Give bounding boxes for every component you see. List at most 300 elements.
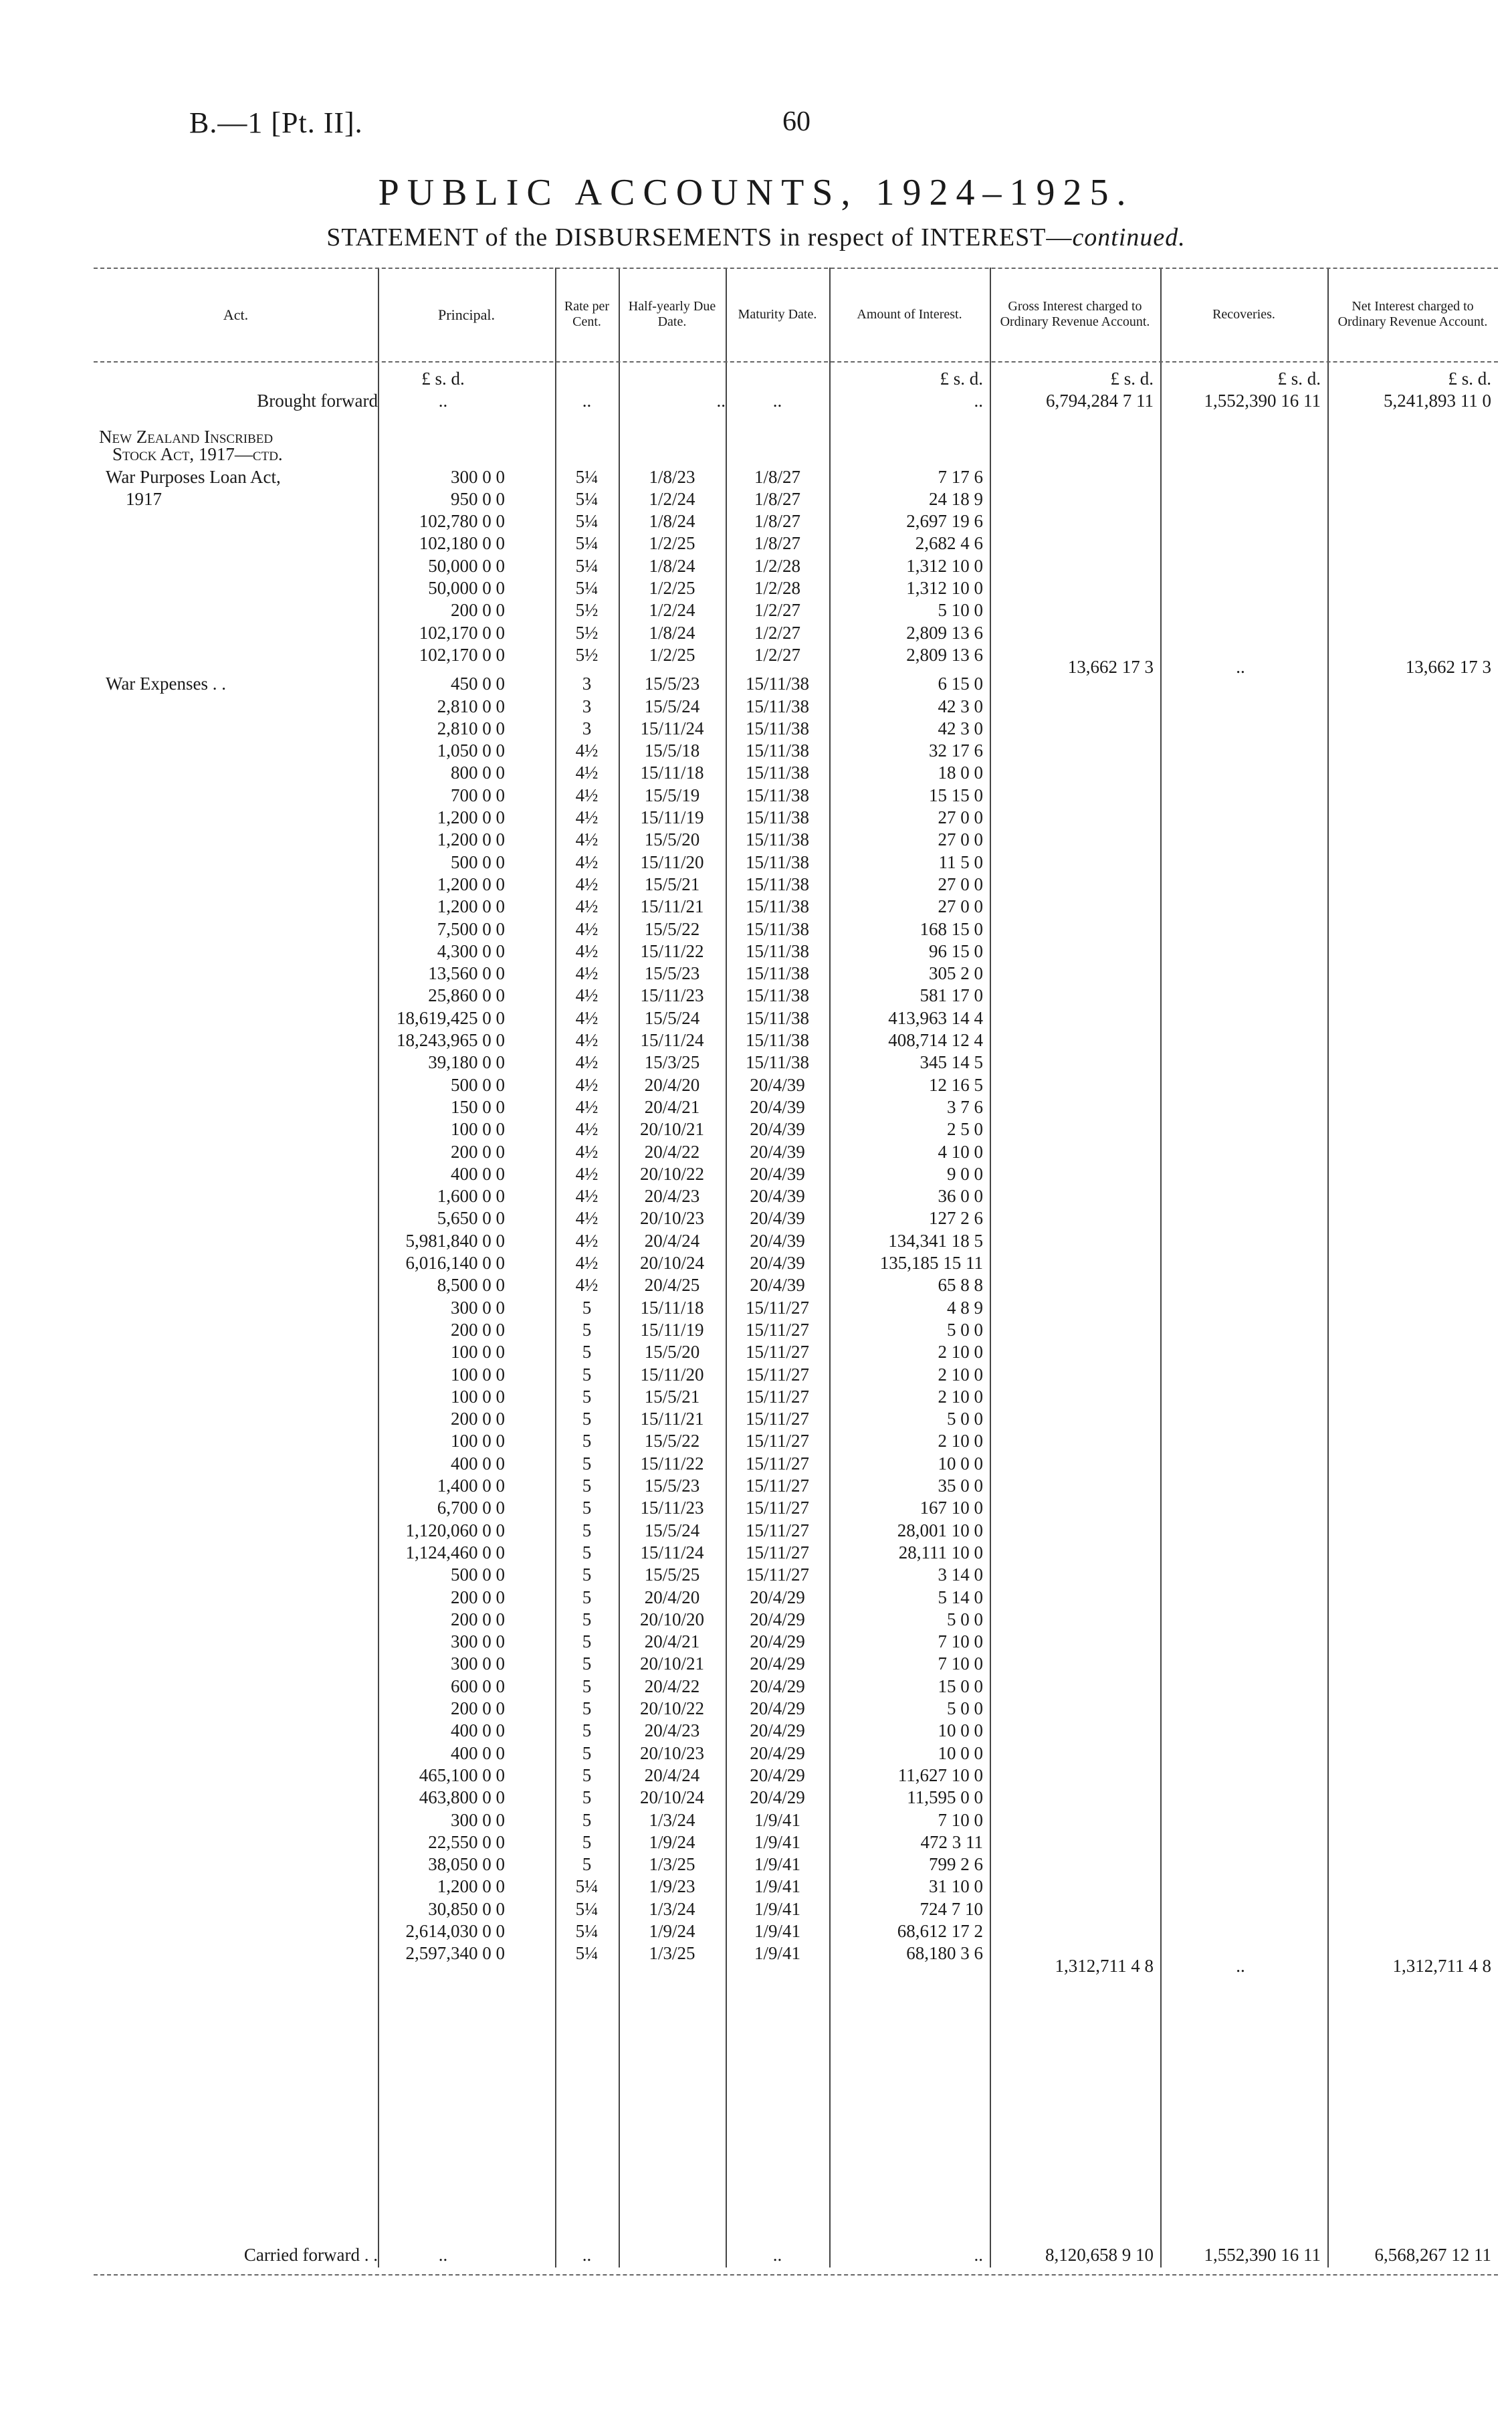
principal-cell: 1,120,060 0 0	[405, 1520, 505, 1540]
table-row	[94, 488, 1498, 510]
amount-cell: 28,111 10 0	[898, 1542, 983, 1562]
half-yearly-cell: 20/10/23	[639, 1742, 704, 1763]
half-yearly-cell: 20/4/23	[644, 1720, 700, 1741]
table-row	[94, 1609, 1498, 1631]
amount-cell: 10 0 0	[938, 1453, 983, 1474]
column-header-gross: Gross Interest charged to Ordinary Revenue Account.	[1000, 299, 1150, 329]
dots: ..	[582, 391, 592, 411]
principal-cell: 800 0 0	[451, 763, 505, 783]
maturity-cell: 1/9/41	[754, 1854, 800, 1875]
half-yearly-cell: 1/2/25	[649, 533, 695, 554]
maturity-cell: 20/4/39	[750, 1141, 805, 1162]
table-row	[94, 1051, 1498, 1074]
table-row	[94, 1230, 1498, 1252]
principal-cell: 500 0 0	[451, 1565, 505, 1585]
amount-cell: 68,612 17 2	[897, 1921, 983, 1941]
subtitle-main: STATEMENT of the DISBURSEMENTS in respect of INTEREST—	[326, 223, 1073, 251]
amount-cell: 2 5 0	[947, 1119, 983, 1140]
rate-cell: 5	[582, 1364, 592, 1385]
half-yearly-cell: 15/5/19	[644, 785, 700, 805]
table-row	[94, 1920, 1498, 1942]
maturity-cell: 20/4/39	[750, 1163, 805, 1184]
maturity-cell: 15/11/27	[745, 1498, 809, 1518]
rate-cell: 4½	[575, 1230, 599, 1251]
carried-forward-net: 6,568,267 12 11	[1374, 2245, 1491, 2265]
half-yearly-cell: 1/3/25	[649, 1854, 695, 1875]
maturity-cell: 20/4/29	[750, 1742, 805, 1763]
maturity-cell: 15/11/27	[745, 1565, 809, 1585]
maturity-cell: 15/11/27	[745, 1520, 809, 1540]
table-row	[94, 1029, 1498, 1051]
dots: ..	[582, 2245, 592, 2265]
principal-cell: 500 0 0	[451, 1074, 505, 1095]
half-yearly-cell: 20/4/22	[644, 1141, 700, 1162]
gross-units: £ s. d.	[1110, 369, 1154, 389]
header-rule	[94, 361, 1498, 363]
brought-forward-net: 5,241,893 11 0	[1384, 391, 1491, 411]
rate-cell: 5¼	[575, 1921, 599, 1941]
principal-cell: 1,124,460 0 0	[405, 1542, 505, 1562]
rate-cell: 5	[582, 1476, 592, 1496]
table-row	[94, 673, 1498, 695]
maturity-cell: 15/11/38	[745, 1007, 809, 1028]
maturity-cell: 20/4/39	[750, 1186, 805, 1207]
half-yearly-cell: 15/5/24	[644, 696, 700, 716]
principal-cell: 38,050 0 0	[428, 1854, 505, 1875]
half-yearly-cell: 15/5/23	[644, 1476, 700, 1496]
rate-cell: 5	[582, 1587, 592, 1607]
report-reference: B.—1 [Pt. II].	[189, 106, 363, 139]
maturity-cell: 15/11/27	[745, 1319, 809, 1340]
maturity-cell: 1/8/27	[754, 488, 800, 509]
maturity-cell: 20/4/29	[750, 1720, 805, 1741]
amount-cell: 135,185 15 11	[879, 1253, 983, 1273]
half-yearly-cell: 20/4/23	[644, 1186, 700, 1207]
column-header-net: Net Interest charged to Ordinary Revenue Account.	[1337, 299, 1488, 329]
rate-cell: 5¼	[575, 533, 599, 554]
principal-cell: 50,000 0 0	[428, 578, 505, 599]
rate-cell: 5	[582, 1698, 592, 1718]
maturity-cell: 1/2/27	[754, 622, 800, 643]
rate-cell: 5	[582, 1742, 592, 1763]
rate-cell: 5½	[575, 622, 599, 643]
rate-cell: 5	[582, 1498, 592, 1518]
amount-cell: 2,682 4 6	[915, 533, 983, 554]
amount-cell: 305 2 0	[929, 963, 983, 984]
table-row	[94, 1653, 1498, 1675]
half-yearly-cell: 1/3/24	[649, 1809, 695, 1830]
maturity-cell: 1/2/28	[754, 555, 800, 576]
maturity-cell: 20/4/39	[750, 1230, 805, 1251]
table-row	[94, 1163, 1498, 1185]
column-header-rate: Rate per Cent.	[564, 299, 610, 329]
maturity-cell: 20/4/39	[750, 1074, 805, 1095]
amount-cell: 345 14 5	[920, 1052, 983, 1073]
amount-cell: 5 14 0	[938, 1587, 983, 1607]
rate-cell: 5	[582, 1854, 592, 1875]
principal-cell: 200 0 0	[451, 1319, 505, 1340]
table-row	[94, 1007, 1498, 1029]
half-yearly-cell: 20/10/21	[639, 1653, 704, 1674]
principal-cell: 1,200 0 0	[437, 829, 505, 850]
table-row	[94, 1809, 1498, 1831]
principal-cell: 300 0 0	[451, 1653, 505, 1674]
amount-cell: 5 0 0	[947, 1698, 983, 1718]
rate-cell: 5¼	[575, 466, 599, 487]
amount-cell: 4 10 0	[938, 1141, 983, 1162]
dots: ..	[716, 391, 726, 411]
rate-cell: 4½	[575, 918, 599, 939]
rate-cell: 3	[582, 718, 592, 738]
principal-cell: 400 0 0	[451, 1742, 505, 1763]
amount-cell: 2,809 13 6	[906, 622, 983, 643]
brought-forward-row	[94, 390, 1498, 412]
dots: ..	[438, 391, 448, 411]
amount-cell: 724 7 10	[920, 1898, 983, 1919]
maturity-cell: 15/11/27	[745, 1476, 809, 1496]
group-total-net: 13,662 17 3	[1405, 657, 1491, 678]
half-yearly-cell: 1/3/25	[649, 1943, 695, 1964]
rate-cell: 5½	[575, 644, 599, 665]
half-yearly-cell: 15/11/20	[640, 851, 704, 872]
maturity-cell: 20/4/39	[750, 1275, 805, 1296]
table-row	[94, 696, 1498, 718]
amount-cell: 5 0 0	[947, 1609, 983, 1629]
amount-cell: 18 0 0	[938, 763, 983, 783]
table-row	[94, 1430, 1498, 1452]
amount-cell: 12 16 5	[929, 1074, 983, 1095]
table-row	[94, 1542, 1498, 1564]
amount-cell: 3 7 6	[947, 1096, 983, 1117]
rate-cell: 4½	[575, 1253, 599, 1273]
amount-cell: 27 0 0	[938, 896, 983, 917]
table-row	[94, 1074, 1498, 1096]
principal-cell: 1,200 0 0	[437, 874, 505, 894]
half-yearly-cell: 15/11/22	[640, 940, 704, 961]
rate-cell: 4½	[575, 1275, 599, 1296]
half-yearly-cell: 15/5/24	[644, 1007, 700, 1028]
amount-cell: 2 10 0	[938, 1364, 983, 1385]
half-yearly-cell: 15/5/24	[644, 1520, 700, 1540]
half-yearly-cell: 20/4/20	[644, 1587, 700, 1607]
principal-cell: 1,200 0 0	[437, 896, 505, 917]
amount-cell: 15 15 0	[929, 785, 983, 805]
principal-cell: 100 0 0	[451, 1386, 505, 1407]
maturity-cell: 20/4/39	[750, 1119, 805, 1140]
maturity-cell: 15/11/27	[745, 1542, 809, 1562]
maturity-cell: 15/11/38	[745, 763, 809, 783]
principal-cell: 100 0 0	[451, 1364, 505, 1385]
table-row	[94, 1698, 1498, 1720]
group-label: War Purposes Loan Act,	[106, 466, 281, 487]
half-yearly-cell: 20/10/20	[639, 1609, 704, 1629]
page-number: 60	[782, 106, 811, 137]
amount-cell: 6 15 0	[938, 674, 983, 694]
maturity-cell: 15/11/38	[745, 807, 809, 827]
maturity-cell: 15/11/38	[745, 829, 809, 850]
half-yearly-cell: 1/9/24	[649, 1831, 695, 1852]
principal-cell: 400 0 0	[451, 1453, 505, 1474]
table-row	[94, 807, 1498, 829]
maturity-cell: 15/11/27	[745, 1386, 809, 1407]
principal-cell: 1,200 0 0	[437, 807, 505, 827]
principal-cell: 200 0 0	[451, 1609, 505, 1629]
principal-cell: 300 0 0	[451, 1297, 505, 1318]
amount-cell: 7 10 0	[938, 1809, 983, 1830]
half-yearly-cell: 15/11/23	[640, 1498, 704, 1518]
table-row	[94, 1141, 1498, 1163]
table-row	[94, 851, 1498, 874]
table-row	[94, 1564, 1498, 1586]
amount-cell: 27 0 0	[938, 829, 983, 850]
maturity-cell: 1/9/41	[754, 1876, 800, 1897]
table-row	[94, 785, 1498, 807]
amount-cell: 65 8 8	[938, 1275, 983, 1296]
amount-cell: 10 0 0	[938, 1720, 983, 1741]
rate-cell: 5	[582, 1831, 592, 1852]
maturity-cell: 20/4/29	[750, 1631, 805, 1652]
group-total-gross: 13,662 17 3	[1067, 657, 1154, 678]
half-yearly-cell: 15/11/22	[640, 1453, 704, 1474]
principal-cell: 150 0 0	[451, 1096, 505, 1117]
principal-cell: 39,180 0 0	[428, 1052, 505, 1073]
maturity-cell: 1/2/27	[754, 644, 800, 665]
principal-cell: 200 0 0	[451, 600, 505, 621]
maturity-cell: 1/2/28	[754, 578, 800, 599]
principal-cell: 102,180 0 0	[419, 533, 505, 554]
rate-cell: 5	[582, 1764, 592, 1785]
group-total-gross: 1,312,711 4 8	[1055, 1955, 1154, 1976]
half-yearly-cell: 20/4/22	[644, 1676, 700, 1696]
rate-cell: 4½	[575, 1074, 599, 1095]
group-total-row	[94, 1955, 1498, 1977]
table-row	[94, 874, 1498, 896]
table-row	[94, 1787, 1498, 1809]
half-yearly-cell: 15/5/20	[644, 1342, 700, 1363]
principal-cell: 50,000 0 0	[428, 555, 505, 576]
table-row	[94, 1185, 1498, 1207]
interest-ledger-table	[94, 268, 1498, 2381]
table-row	[94, 940, 1498, 963]
half-yearly-cell: 15/11/19	[640, 807, 704, 827]
column-header-half-yearly: Half-yearly Due Date.	[628, 299, 716, 329]
half-yearly-cell: 15/11/23	[640, 985, 704, 1006]
group-label: War Expenses . .	[106, 674, 227, 694]
maturity-cell: 15/11/38	[745, 718, 809, 738]
column-header-amount: Amount of Interest.	[857, 306, 962, 322]
amount-cell: 31 10 0	[929, 1876, 983, 1897]
maturity-cell: 1/9/41	[754, 1898, 800, 1919]
half-yearly-cell: 20/10/22	[639, 1698, 704, 1718]
column-header-recoveries: Recoveries.	[1212, 306, 1275, 322]
rate-cell: 5½	[575, 600, 599, 621]
half-yearly-cell: 15/11/24	[640, 1542, 704, 1562]
principal-cell: 1,600 0 0	[437, 1186, 505, 1207]
group-total-net: 1,312,711 4 8	[1392, 1955, 1491, 1976]
principal-cell: 102,780 0 0	[419, 511, 505, 532]
maturity-cell: 20/4/29	[750, 1587, 805, 1607]
rate-cell: 5¼	[575, 488, 599, 509]
table-row	[94, 510, 1498, 532]
table-row	[94, 985, 1498, 1007]
column-header-principal: Principal.	[438, 306, 495, 323]
principal-cell: 600 0 0	[451, 1676, 505, 1696]
half-yearly-cell: 15/3/25	[644, 1052, 700, 1073]
amount-cell: 27 0 0	[938, 874, 983, 894]
principal-cell: 25,860 0 0	[428, 985, 505, 1006]
amount-units: £ s. d.	[940, 369, 983, 389]
maturity-cell: 15/11/38	[745, 1030, 809, 1050]
principal-cell: 200 0 0	[451, 1141, 505, 1162]
carried-forward-row	[94, 2244, 1498, 2266]
dots: ..	[974, 2245, 983, 2265]
half-yearly-cell: 1/2/25	[649, 578, 695, 599]
principal-cell: 1,050 0 0	[437, 740, 505, 761]
principal-cell: 5,650 0 0	[437, 1208, 505, 1229]
half-yearly-cell: 15/5/23	[644, 674, 700, 694]
amount-cell: 2,809 13 6	[906, 644, 983, 665]
rate-cell: 5	[582, 1787, 592, 1808]
principal-cell: 2,810 0 0	[437, 718, 505, 738]
table-row	[94, 1898, 1498, 1920]
amount-cell: 27 0 0	[938, 807, 983, 827]
table-row	[94, 896, 1498, 918]
rate-cell: 5¼	[575, 578, 599, 599]
maturity-cell: 15/11/27	[745, 1453, 809, 1474]
table-row	[94, 762, 1498, 784]
rate-cell: 5	[582, 1720, 592, 1741]
column-header-act: Act.	[223, 306, 249, 323]
amount-cell: 167 10 0	[920, 1498, 983, 1518]
half-yearly-cell: 20/4/24	[644, 1230, 700, 1251]
principal-cell: 300 0 0	[451, 1809, 505, 1830]
group-label: 1917	[126, 488, 162, 509]
rate-cell: 4½	[575, 1096, 599, 1117]
principal-cell: 22,550 0 0	[428, 1831, 505, 1852]
table-row	[94, 1297, 1498, 1319]
dots: ..	[772, 2245, 782, 2265]
rate-cell: 4½	[575, 1030, 599, 1050]
principal-cell: 18,243,965 0 0	[397, 1030, 505, 1050]
table-row	[94, 1876, 1498, 1898]
maturity-cell: 1/8/27	[754, 511, 800, 532]
amount-cell: 127 2 6	[929, 1208, 983, 1229]
rate-cell: 4½	[575, 1208, 599, 1229]
table-bottom-rule	[94, 2274, 1498, 2276]
table-row	[94, 963, 1498, 985]
rate-cell: 3	[582, 674, 592, 694]
half-yearly-cell: 20/10/21	[639, 1119, 704, 1140]
principal-cell: 5,981,840 0 0	[405, 1230, 505, 1251]
rate-cell: 5	[582, 1431, 592, 1451]
amount-cell: 11,595 0 0	[907, 1787, 983, 1808]
maturity-cell: 15/11/38	[745, 985, 809, 1006]
section-heading-text: New Zealand Inscribed	[99, 426, 274, 447]
table-row	[94, 918, 1498, 940]
amount-cell: 10 0 0	[938, 1742, 983, 1763]
principal-cell: 950 0 0	[451, 488, 505, 509]
amount-cell: 4 8 9	[947, 1297, 983, 1318]
table-row	[94, 1408, 1498, 1430]
table-row	[94, 532, 1498, 554]
maturity-cell: 15/11/38	[745, 785, 809, 805]
half-yearly-cell: 15/11/19	[640, 1319, 704, 1340]
principal-cell: 8,500 0 0	[437, 1275, 505, 1296]
table-row	[94, 1520, 1498, 1542]
half-yearly-cell: 20/4/24	[644, 1764, 700, 1785]
half-yearly-cell: 1/2/24	[649, 600, 695, 621]
principal-cell: 1,200 0 0	[437, 1876, 505, 1897]
table-row	[94, 1341, 1498, 1363]
rate-cell: 5	[582, 1319, 592, 1340]
net-units: £ s. d.	[1448, 369, 1491, 389]
principal-cell: 18,619,425 0 0	[397, 1007, 505, 1028]
principal-cell: 500 0 0	[451, 851, 505, 872]
amount-cell: 2 10 0	[938, 1386, 983, 1407]
amount-cell: 35 0 0	[938, 1476, 983, 1496]
half-yearly-cell: 15/5/20	[644, 829, 700, 850]
principal-cell: 6,700 0 0	[437, 1498, 505, 1518]
amount-cell: 42 3 0	[938, 718, 983, 738]
rate-cell: 5	[582, 1809, 592, 1830]
rate-cell: 4½	[575, 807, 599, 827]
principal-cell: 300 0 0	[451, 1631, 505, 1652]
rate-cell: 4½	[575, 940, 599, 961]
table-row	[94, 555, 1498, 577]
carried-forward-label: Carried forward . .	[243, 2245, 378, 2265]
principal-cell: 2,614,030 0 0	[405, 1921, 505, 1941]
half-yearly-cell: 15/5/18	[644, 740, 700, 761]
half-yearly-cell: 15/11/21	[640, 1409, 704, 1429]
principal-cell: 300 0 0	[451, 466, 505, 487]
table-row	[94, 1386, 1498, 1408]
table-row	[94, 1764, 1498, 1787]
amount-cell: 5 0 0	[947, 1319, 983, 1340]
maturity-cell: 15/11/38	[745, 874, 809, 894]
carried-forward-recoveries: 1,552,390 16 11	[1204, 2245, 1321, 2265]
principal-cell: 200 0 0	[451, 1587, 505, 1607]
rate-cell: 5¼	[575, 1876, 599, 1897]
half-yearly-cell: 15/11/21	[640, 896, 704, 917]
table-row	[94, 1853, 1498, 1876]
maturity-cell: 1/9/41	[754, 1921, 800, 1941]
amount-cell: 7 10 0	[938, 1653, 983, 1674]
rate-cell: 5	[582, 1609, 592, 1629]
amount-cell: 168 15 0	[920, 918, 983, 939]
rate-cell: 5¼	[575, 1943, 599, 1964]
maturity-cell: 15/11/38	[745, 940, 809, 961]
half-yearly-cell: 1/8/24	[649, 622, 695, 643]
rate-cell: 4½	[575, 851, 599, 872]
maturity-cell: 15/11/27	[745, 1431, 809, 1451]
amount-cell: 36 0 0	[938, 1186, 983, 1207]
brought-forward-label: Brought forward	[257, 391, 378, 411]
maturity-cell: 20/4/29	[750, 1676, 805, 1696]
principal-cell: 700 0 0	[451, 785, 505, 805]
maturity-cell: 20/4/39	[750, 1096, 805, 1117]
maturity-cell: 15/11/27	[745, 1409, 809, 1429]
maturity-cell: 15/11/38	[745, 740, 809, 761]
principal-cell: 13,560 0 0	[428, 963, 505, 984]
maturity-cell: 15/11/38	[745, 1052, 809, 1073]
table-row	[94, 1831, 1498, 1853]
maturity-cell: 15/11/27	[745, 1297, 809, 1318]
rate-cell: 5	[582, 1409, 592, 1429]
amount-cell: 581 17 0	[920, 985, 983, 1006]
table-row	[94, 1207, 1498, 1229]
principal-cell: 100 0 0	[451, 1431, 505, 1451]
rate-cell: 4½	[575, 1186, 599, 1207]
